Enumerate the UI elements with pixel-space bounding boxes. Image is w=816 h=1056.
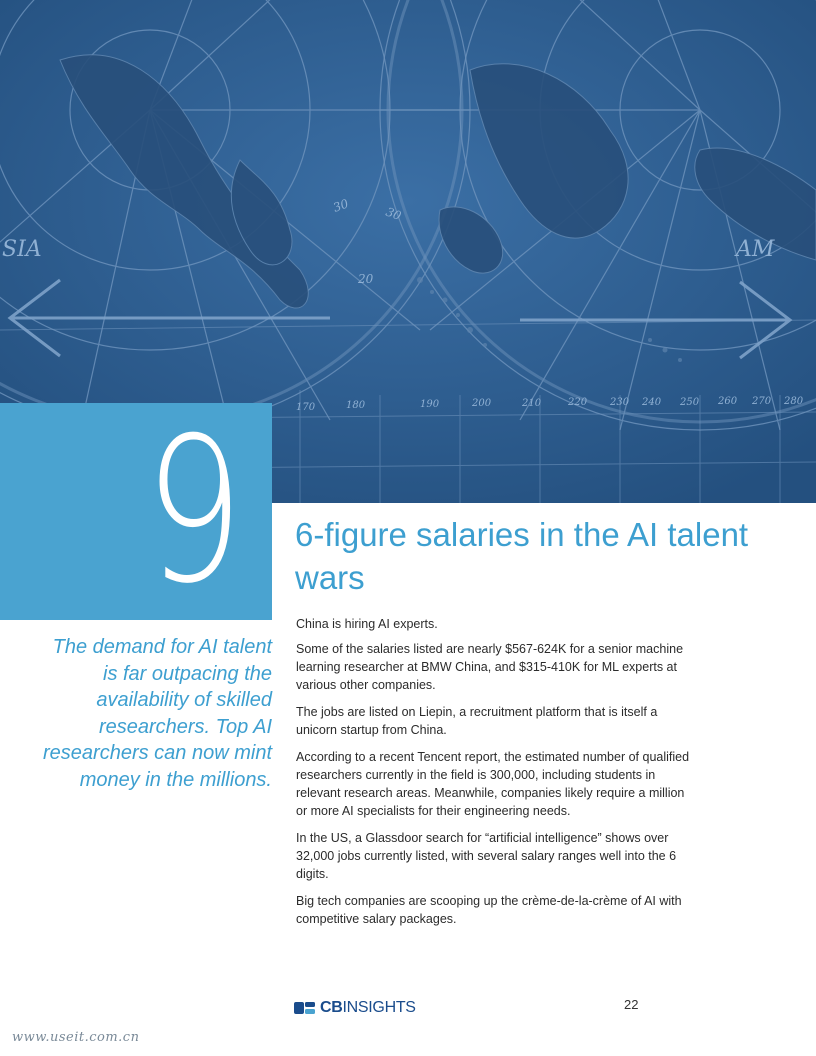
map-label-thirty-left: 30: [331, 196, 351, 215]
body-paragraph: Big tech companies are scooping up the crème-de-la-crème of AI with competitive salary packages.: [296, 894, 682, 926]
body-paragraph: Some of the salaries listed are nearly $567-624K for a senior machine learning researcher at BMW China, and $315-410K for ML experts at various other companies.: [296, 642, 684, 692]
body-paragraph: The jobs are listed on Liepin, a recruitment platform that is itself a unicorn startup from China.: [296, 705, 658, 737]
watermark: www.useit.com.cn: [12, 1030, 140, 1045]
svg-text:210: 210: [522, 398, 542, 409]
svg-text:170: 170: [296, 402, 316, 413]
body-paragraph: China is hiring AI experts.: [296, 617, 438, 631]
svg-text:190: 190: [420, 399, 440, 410]
svg-text:250: 250: [680, 397, 700, 408]
section-number: 9: [144, 395, 244, 628]
svg-text:240: 240: [642, 397, 662, 408]
map-label-left: SIA: [2, 237, 42, 262]
pull-quote: The demand for AI talent is far outpacing the availability of skilled researchers. Top AI researchers can now mint money in the millions.: [43, 636, 272, 791]
map-label-figure: 20: [358, 272, 374, 286]
svg-text:230: 230: [610, 397, 630, 408]
svg-text:280: 280: [784, 396, 804, 407]
article-body: [296, 615, 696, 937]
map-label-right: AM: [736, 237, 775, 262]
logo-wordmark: CBINSIGHTS: [320, 999, 416, 1016]
map-label-thirty-right: 30: [383, 204, 404, 224]
cb-insights-logo: [294, 997, 416, 1019]
svg-text:180: 180: [346, 400, 366, 411]
svg-text:260: 260: [718, 396, 738, 407]
body-paragraph: According to a recent Tencent report, the estimated number of qualified researchers currently in the field is 300,000, including students in relevant research areas. Meanwhile, companies likely require a million or more AI specialists for their engineering needs.: [296, 750, 690, 818]
body-paragraph: In the US, a Glassdoor search for “artificial intelligence” shows over 32,000 jobs currently listed, with several salary ranges well into the 6 digits.: [296, 831, 677, 881]
page-number: 22: [624, 997, 639, 1012]
cb-insights-logo-icon: [294, 1000, 316, 1016]
svg-text:220: 220: [568, 397, 588, 408]
page-title: 6-figure salaries in the AI talent wars: [295, 516, 749, 596]
svg-text:270: 270: [752, 396, 772, 407]
svg-text:200: 200: [472, 398, 492, 409]
